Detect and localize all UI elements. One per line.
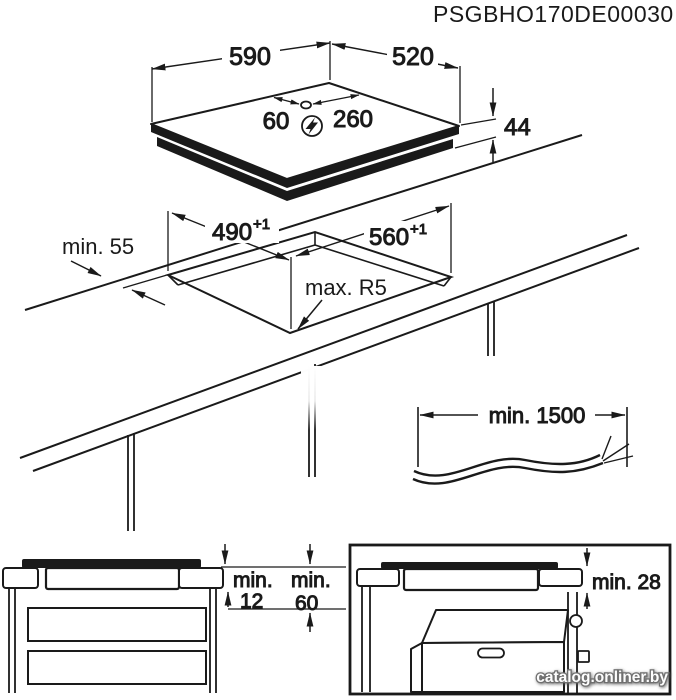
erased-smudge (301, 366, 326, 430)
hob-depth-value: 520 (392, 43, 434, 71)
cutout-width-tolerance: +1 (410, 221, 428, 238)
hob-clearance-min-label: min. (233, 569, 273, 592)
oven-clearance-section (350, 545, 670, 694)
worktop-right-piece (539, 569, 582, 586)
hob-clearance-value: 12 (240, 590, 264, 613)
cable-entry-point (301, 102, 311, 109)
panel-screw (578, 651, 589, 662)
hob-glass-section (381, 562, 558, 569)
oven-clearance-label: min. 28 (592, 571, 661, 594)
oven-handle (478, 649, 504, 658)
oven-top (422, 610, 568, 643)
cutout-width-value: 560 (369, 224, 410, 251)
watermark: catalog.onliner.by (536, 669, 668, 686)
hob-glass-section (22, 559, 201, 568)
oven-left-side (411, 643, 422, 692)
corner-radius-label: max. R5 (305, 275, 387, 300)
cable-offset-left-value: 60 (262, 108, 290, 135)
panel-knob (570, 615, 582, 627)
power-connection-symbol (302, 116, 322, 136)
part-number: PSGBHO170DE00030 (433, 1, 674, 27)
rear-clearance-label: min. 55 (62, 234, 135, 259)
drawer-clearance-value: 60 (295, 592, 319, 615)
hob-body-section (46, 568, 179, 589)
cutout-depth-value: 490 (212, 219, 253, 246)
cable-offset-right-value: 260 (332, 106, 374, 133)
hob-body-section (404, 569, 538, 590)
worktop-left-piece (357, 569, 399, 586)
cable-length-label: min. 1500 (488, 403, 586, 428)
drawer-clearance-min-label: min. (291, 569, 331, 592)
drawer-front-2 (28, 651, 206, 684)
hob-height-value: 44 (504, 114, 531, 141)
drawer-front-1 (28, 608, 206, 641)
worktop-right-piece (179, 568, 223, 588)
worktop-left-piece (3, 568, 38, 588)
cutout-depth-tolerance: +1 (253, 216, 271, 233)
hob-width-value: 590 (229, 43, 271, 71)
